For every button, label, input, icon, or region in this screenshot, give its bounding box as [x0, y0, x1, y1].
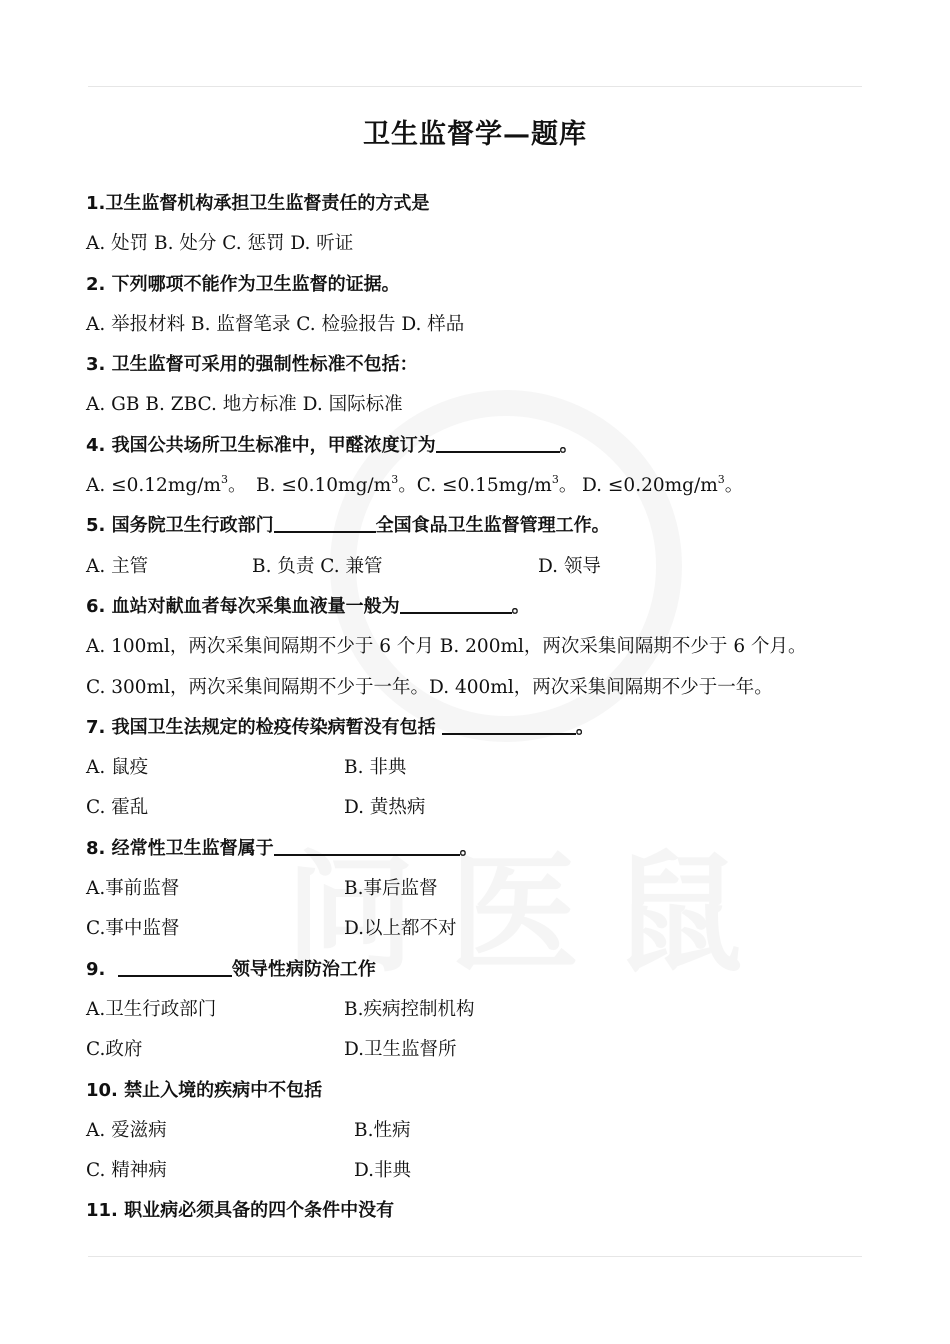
- question-5-stem-text: 5. 国务院卫生行政部门: [86, 515, 274, 537]
- question-3-options: A. GB B. ZBC. 地方标准 D. 国际标准: [86, 394, 403, 416]
- answer-blank: [274, 509, 376, 533]
- option-b-c: B. $\le 0.10mg/m^3$。C. $\le 0.15mg/m^3$。: [256, 473, 578, 497]
- question-6-stem: [86, 587, 876, 627]
- question-7-stem: [86, 708, 876, 748]
- option-c: C.事中监督: [86, 918, 180, 940]
- option-b: B.疾病控制机构: [344, 998, 475, 1020]
- question-6-options-cd: C. 300ml，两次采集间隔期不少于一年。D. 400ml，两次采集间隔期不少于一年。: [86, 676, 773, 698]
- option-b-c: B. 负责 C. 兼管: [252, 555, 383, 577]
- option-c: C. 精神病: [86, 1160, 167, 1182]
- answer-blank: [436, 429, 560, 453]
- option-a: A. 主管: [86, 555, 149, 577]
- answer-blank: [400, 590, 512, 614]
- question-1-options: A. 处罚 B. 处分 C. 惩罚 D. 听证: [86, 233, 354, 255]
- option-d: D. $\le 0.20mg/m^3$。: [582, 473, 744, 497]
- question-1-stem: 1.卫生监督机构承担卫生监督责任的方式是: [86, 193, 430, 214]
- option-b: B.事后监督: [344, 878, 438, 900]
- question-6-stem-end: 。: [511, 595, 530, 617]
- option-d: D.以上都不对: [344, 918, 457, 940]
- option-b: B. 非典: [344, 757, 407, 779]
- option-a: A. 爱滋病: [86, 1119, 167, 1141]
- option-c: C. 霍乱: [86, 797, 149, 819]
- option-d: D. 领导: [538, 555, 601, 577]
- page-title: 卫生监督学—题库: [363, 119, 587, 150]
- question-8-stem-text: 8. 经常性卫生监督属于: [86, 837, 274, 859]
- question-6-stem-text: 6. 血站对献血者每次采集血液量一般为: [86, 595, 400, 617]
- answer-blank: [118, 953, 232, 977]
- answer-blank: [274, 832, 460, 856]
- question-6-options-ab: A. 100ml，两次采集间隔期不少于 6 个月 B. 200ml，两次采集间隔期不少于 6 个月。: [86, 636, 807, 658]
- question-4-options: [86, 466, 876, 506]
- question-10-options-cd: [86, 1151, 876, 1191]
- question-8-options-cd: [86, 909, 876, 949]
- question-8-stem: [86, 829, 876, 869]
- question-8-options-ab: [86, 869, 876, 909]
- question-10-stem: 10. 禁止入境的疾病中不包括: [86, 1079, 323, 1101]
- option-d: D.卫生监督所: [344, 1039, 457, 1061]
- question-10-options-ab: [86, 1111, 876, 1151]
- option-c: C.政府: [86, 1039, 143, 1061]
- question-7-options-ab: [86, 748, 876, 788]
- header-rule: [88, 86, 862, 87]
- question-9-options-cd: [86, 1030, 876, 1070]
- answer-blank: [442, 711, 576, 735]
- question-2-stem: 2. 下列哪项不能作为卫生监督的证据。: [86, 273, 400, 295]
- question-5-options: [86, 547, 876, 587]
- option-d: D.非典: [354, 1160, 412, 1182]
- question-9-stem-text: 9.: [86, 958, 106, 980]
- question-5-stem: [86, 506, 876, 546]
- question-2-options: A. 举报材料 B. 监督笔录 C. 检验报告 D. 样品: [86, 313, 465, 335]
- question-7-stem-text: 7. 我国卫生法规定的检疫传染病暂没有包括: [86, 716, 436, 738]
- question-8-stem-end: 。: [459, 837, 478, 859]
- question-7-stem-end: 。: [575, 716, 594, 738]
- question-4-stem-end: 。: [559, 434, 578, 456]
- question-list: [86, 184, 876, 1232]
- question-7-options-cd: [86, 788, 876, 828]
- option-a: A.卫生行政部门: [86, 998, 217, 1020]
- option-a: A. 鼠疫: [86, 757, 149, 779]
- question-4-stem: [86, 426, 876, 466]
- question-9-stem-end: 领导性病防治工作: [231, 958, 376, 980]
- option-a: A.事前监督: [86, 878, 180, 900]
- footer-rule: [88, 1256, 862, 1257]
- question-5-stem-end: 全国食品卫生监督管理工作。: [375, 515, 610, 537]
- question-4-stem-text: 4. 我国公共场所卫生标准中，甲醛浓度订为: [86, 434, 436, 456]
- option-b: B.性病: [354, 1119, 411, 1141]
- question-9-options-ab: [86, 990, 876, 1030]
- question-3-stem: 3. 卫生监督可采用的强制性标准不包括：: [86, 354, 418, 376]
- option-a: A. $\le 0.12mg/m^3$。: [86, 473, 247, 497]
- question-9-stem: [86, 950, 876, 990]
- option-d: D. 黄热病: [344, 797, 426, 819]
- question-11-stem: 11. 职业病必须具备的四个条件中没有: [86, 1200, 395, 1222]
